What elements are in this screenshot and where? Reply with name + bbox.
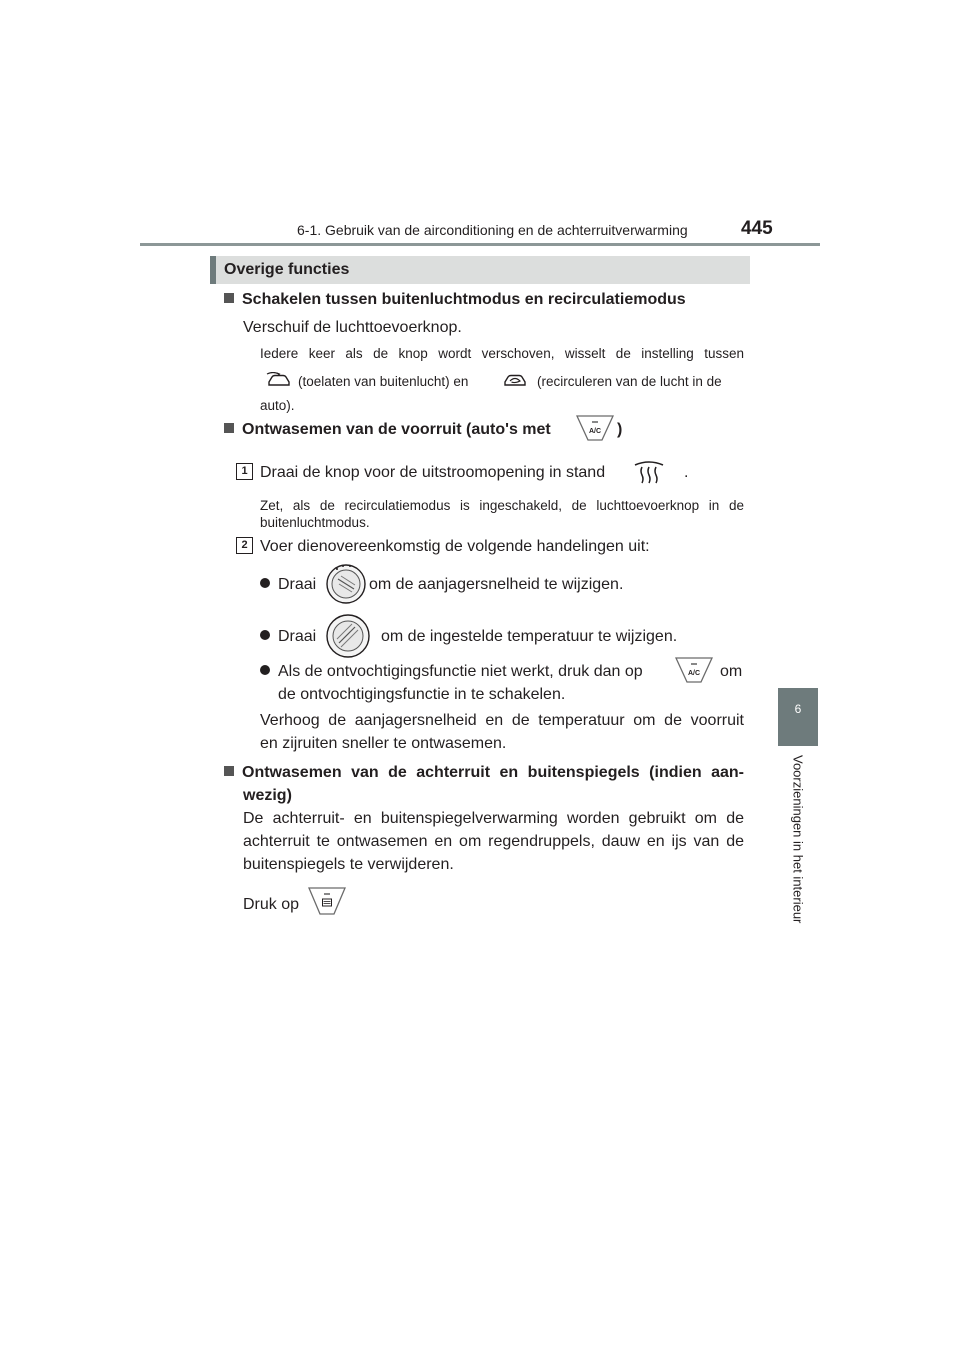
ac-button-icon	[675, 656, 713, 684]
bullet-fan-post: om de aanjagersnelheid te wijzigen.	[369, 576, 624, 593]
rear-defogger-button-icon	[308, 886, 346, 916]
chapter-tab	[778, 688, 818, 746]
step1-note-line1: Zet, als de recirculatiemodus is ingeschakeld, de luchttoevoerknop in de	[260, 498, 744, 513]
rear-heading-line1	[224, 761, 744, 785]
car-outside-air-icon	[266, 372, 292, 388]
bullet-dot-icon	[260, 630, 270, 640]
rear-body-line1: De achterruit- en buitenspiegelverwarming worden gebruikt om de	[243, 810, 744, 827]
recirc-heading	[224, 288, 686, 312]
recirc-note-line1: Iedere keer als de knop wordt verschoven, wisselt de instelling tussen	[260, 346, 744, 361]
section-title: Overige functies	[224, 261, 350, 278]
bullet-temp-pre	[260, 625, 316, 649]
recirc-instruction: Verschuif de luchttoevoerknop.	[243, 319, 462, 336]
chapter-tab-label	[778, 755, 818, 950]
section-header	[210, 256, 750, 284]
step-number-1: 1	[236, 463, 253, 480]
section-header-accent	[210, 256, 216, 284]
defog-tip-line1: Verhoog de aanjagersnelheid en de temperatuur om de voorruit	[260, 712, 744, 729]
square-bullet-icon	[224, 766, 234, 776]
bullet-fan-pre-text: Draai	[278, 576, 317, 593]
temperature-dial-icon	[325, 613, 371, 659]
bullet-dot-icon	[260, 665, 270, 675]
defog-heading-close: )	[617, 421, 623, 438]
fan-speed-dial-icon	[325, 561, 367, 605]
bullet-dehum-pre	[260, 660, 643, 684]
step1-text: Draai de knop voor de uitstroomopening in stand	[260, 464, 606, 481]
rear-press-text: Druk op	[243, 896, 300, 913]
rear-heading-line1-text: Ontwasemen van de achterruit en buitenspiegels (indien aan-	[242, 764, 744, 781]
step-number-2: 2	[236, 537, 253, 554]
square-bullet-icon	[224, 293, 234, 303]
rear-body-line2: achterruit te ontwasemen en om regendruppels, dauw en ijs van de	[243, 833, 744, 850]
car-recirculation-icon	[502, 372, 528, 388]
bullet-temp-post: om de ingestelde temperatuur te wijzigen.	[381, 628, 678, 645]
bullet-dehum-pre-text: Als de ontvochtigingsfunctie niet werkt, druk dan op	[278, 663, 643, 680]
bullet-dehum-post: om	[720, 663, 743, 680]
ac-button-icon	[576, 414, 614, 442]
svg-text:A/C: A/C	[687, 670, 701, 677]
chapter-tab-number: 6	[794, 702, 802, 716]
bullet-temp-pre-text: Draai	[278, 628, 317, 645]
chapter-title: 6-1. Gebruik van de airconditioning en de achterruitverwarming	[297, 222, 688, 238]
defog-heading	[224, 418, 551, 442]
bullet-fan-pre	[260, 573, 316, 597]
windshield-defrost-icon	[632, 457, 666, 485]
defog-heading-text: Ontwasemen van de voorruit (auto's met	[242, 421, 551, 438]
rear-body-line3: buitenspiegels te verwijderen.	[243, 856, 454, 873]
svg-text:A/C: A/C	[588, 428, 602, 435]
bullet-dot-icon	[260, 578, 270, 588]
bullet-dehum-line2: de ontvochtigingsfunctie in te schakelen.	[278, 686, 566, 703]
defog-tip-line2: en zijruiten sneller te ontwasemen.	[260, 735, 507, 752]
recirc-note-line3: auto).	[260, 398, 295, 413]
recirc-note-recirc: (recirculeren van de lucht in de	[537, 374, 722, 389]
step1-note-line2: buitenluchtmodus.	[260, 515, 370, 530]
page-number: 445	[741, 218, 773, 239]
header-rule	[140, 243, 820, 246]
recirc-note-outside: (toelaten van buitenlucht) en	[298, 374, 469, 389]
step1-end: .	[684, 464, 689, 481]
square-bullet-icon	[224, 423, 234, 433]
chapter-tab-label-text: Voorzieningen in het interieur	[790, 755, 806, 924]
step2-text: Voer dienovereenkomstig de volgende handelingen uit:	[260, 538, 650, 555]
rear-heading-line2: wezig)	[243, 787, 292, 804]
recirc-heading-text: Schakelen tussen buitenluchtmodus en recirculatiemodus	[242, 291, 686, 308]
